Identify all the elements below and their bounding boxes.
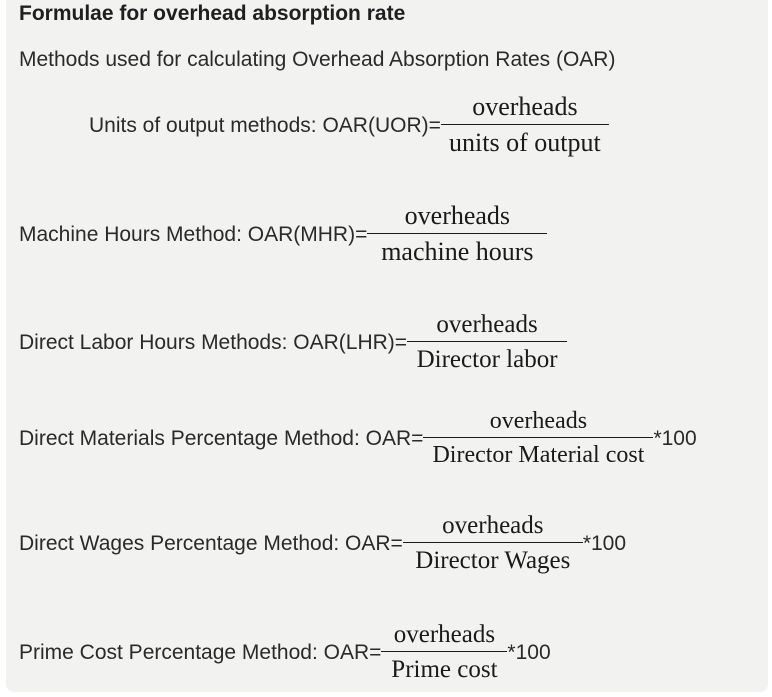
fraction-numerator: overheads [403,513,583,543]
fraction [407,312,567,372]
formula-label: Prime Cost Percentage Method: OAR= [19,640,382,664]
multiplier: *100 [507,640,551,664]
fraction-numerator: overheads [407,312,567,342]
fraction [441,94,609,156]
fraction-numerator: overheads [367,203,547,234]
page-title: Formulae for overhead absorption rate [19,2,406,25]
multiplier: *100 [582,531,627,555]
intro-text: Methods used for calculating Overhead Absorption Rates (OAR) [19,48,616,71]
formula-direct-labor-hours [19,312,567,372]
fraction-numerator: overheads [441,94,609,125]
fraction-numerator: overheads [381,622,507,652]
formula-label: Direct Materials Percentage Method: OAR= [19,426,424,450]
formula-label: Units of output methods: OAR(UOR)= [89,113,441,137]
formula-units-of-output [89,94,609,156]
fraction-denominator: Director Material cost [432,442,645,468]
fraction [381,622,507,682]
fraction-denominator: Prime cost [391,656,498,683]
formula-machine-hours [19,203,547,265]
formula-label: Direct Labor Hours Methods: OAR(LHR)= [19,330,408,354]
fraction-denominator: Director labor [416,346,558,373]
formula-direct-wages-percentage [19,513,626,573]
formula-label: Machine Hours Method: OAR(MHR)= [19,222,368,246]
fraction [423,409,653,467]
fraction-denominator: units of output [449,128,601,157]
fraction-denominator: machine hours [381,237,534,266]
fraction-numerator: overheads [423,409,653,438]
formula-direct-materials-percentage [19,409,697,467]
formula-prime-cost-percentage [19,622,551,682]
fraction-denominator: Director Wages [415,547,571,574]
formula-label: Direct Wages Percentage Method: OAR= [19,531,403,555]
fraction [367,203,547,265]
fraction [403,513,583,573]
multiplier: *100 [653,426,697,450]
